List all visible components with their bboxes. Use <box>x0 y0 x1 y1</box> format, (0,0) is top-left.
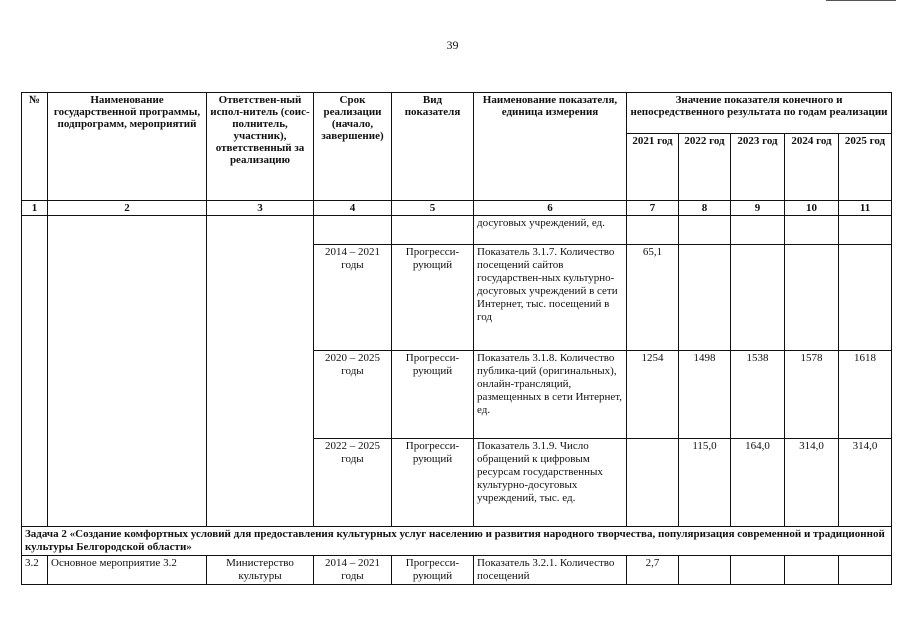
cell-indicator-name: Показатель 3.1.8. Количество публика-ций (оригинальных), онлайн-трансляций, размещенных в сети Интернет, ед. <box>474 351 627 439</box>
cell-value <box>785 216 839 245</box>
cell-value: 1618 <box>839 351 892 439</box>
cell-type: Прогресси-рующий <box>392 439 474 527</box>
cell-period: 2014 – 2021 годы <box>314 556 392 585</box>
cell-value: 164,0 <box>731 439 785 527</box>
cell-value <box>679 556 731 585</box>
col-number: 2 <box>48 201 207 216</box>
cell-value: 1498 <box>679 351 731 439</box>
cell-value <box>731 216 785 245</box>
cell-value <box>731 556 785 585</box>
header-indicator-type: Вид показателя <box>392 93 474 201</box>
cell-value <box>731 245 785 351</box>
col-number: 3 <box>207 201 314 216</box>
cell-indicator-name: досуговых учреждений, ед. <box>474 216 627 245</box>
header-responsible: Ответствен-ный испол-нитель (соис-полнитель, участник), ответственный за реализацию <box>207 93 314 201</box>
header-program-name: Наименование государственной программы, подпрограмм, мероприятий <box>48 93 207 201</box>
cell-program-name: Основное мероприятие 3.2 <box>48 556 207 585</box>
table-row <box>22 216 892 245</box>
cell-value <box>839 216 892 245</box>
cell-responsible-empty <box>207 216 314 527</box>
cell-value: 314,0 <box>839 439 892 527</box>
cell-type: Прогресси-рующий <box>392 351 474 439</box>
col-number: 8 <box>679 201 731 216</box>
cell-value <box>627 439 679 527</box>
col-number: 7 <box>627 201 679 216</box>
header-row-1 <box>22 93 892 134</box>
header-values-title: Значение показателя конечного и непосредственного результата по годам реализации <box>627 93 892 134</box>
cell-program-empty <box>48 216 207 527</box>
header-period: Срок реализации (начало, завершение) <box>314 93 392 201</box>
cell-value: 65,1 <box>627 245 679 351</box>
cell-no: 3.2 <box>22 556 48 585</box>
table-row <box>22 556 892 585</box>
cell-period: 2014 – 2021 годы <box>314 245 392 351</box>
cell-value: 314,0 <box>785 439 839 527</box>
cell-value <box>785 245 839 351</box>
col-number: 1 <box>22 201 48 216</box>
cell-value: 1578 <box>785 351 839 439</box>
header-year-2025: 2025 год <box>839 134 892 201</box>
cell-no-empty <box>22 216 48 527</box>
header-year-2021: 2021 год <box>627 134 679 201</box>
header-year-2023: 2023 год <box>731 134 785 201</box>
header-indicator-name: Наименование показателя, единица измерения <box>474 93 627 201</box>
task-row <box>22 527 892 556</box>
col-number: 10 <box>785 201 839 216</box>
cell-type: Прогресси-рующий <box>392 245 474 351</box>
column-numbers-row <box>22 201 892 216</box>
cell-type: Прогресси-рующий <box>392 556 474 585</box>
col-number: 5 <box>392 201 474 216</box>
cell-period <box>314 216 392 245</box>
cell-value <box>839 556 892 585</box>
col-number: 9 <box>731 201 785 216</box>
cell-value: 1538 <box>731 351 785 439</box>
indicators-table <box>21 92 892 585</box>
col-number: 4 <box>314 201 392 216</box>
top-edge-mark <box>826 0 896 3</box>
cell-indicator-name: Показатель 3.2.1. Количество посещений <box>474 556 627 585</box>
cell-value: 1254 <box>627 351 679 439</box>
col-number: 6 <box>474 201 627 216</box>
cell-type <box>392 216 474 245</box>
cell-period: 2022 – 2025 годы <box>314 439 392 527</box>
cell-value <box>679 245 731 351</box>
cell-responsible: Министерство культуры <box>207 556 314 585</box>
page-number: 39 <box>446 38 459 52</box>
cell-value <box>679 216 731 245</box>
cell-indicator-name: Показатель 3.1.9. Число обращений к цифровым ресурсам государственных культурно-досуговых учреждений, тыс. ед. <box>474 439 627 527</box>
header-no: № <box>22 93 48 201</box>
cell-period: 2020 – 2025 годы <box>314 351 392 439</box>
task-heading: Задача 2 «Создание комфортных условий для предоставления культурных услуг населению и развития народного творчества, популяризация современной и традиционной культуры Белгородской области» <box>22 527 892 556</box>
cell-value: 115,0 <box>679 439 731 527</box>
cell-value <box>627 216 679 245</box>
header-year-2024: 2024 год <box>785 134 839 201</box>
col-number: 11 <box>839 201 892 216</box>
header-year-2022: 2022 год <box>679 134 731 201</box>
cell-value <box>785 556 839 585</box>
cell-value <box>839 245 892 351</box>
cell-indicator-name: Показатель 3.1.7. Количество посещений сайтов государствен-ных культурно-досуговых учреждений в сети Интернет, тыс. посещений в год <box>474 245 627 351</box>
cell-value: 2,7 <box>627 556 679 585</box>
